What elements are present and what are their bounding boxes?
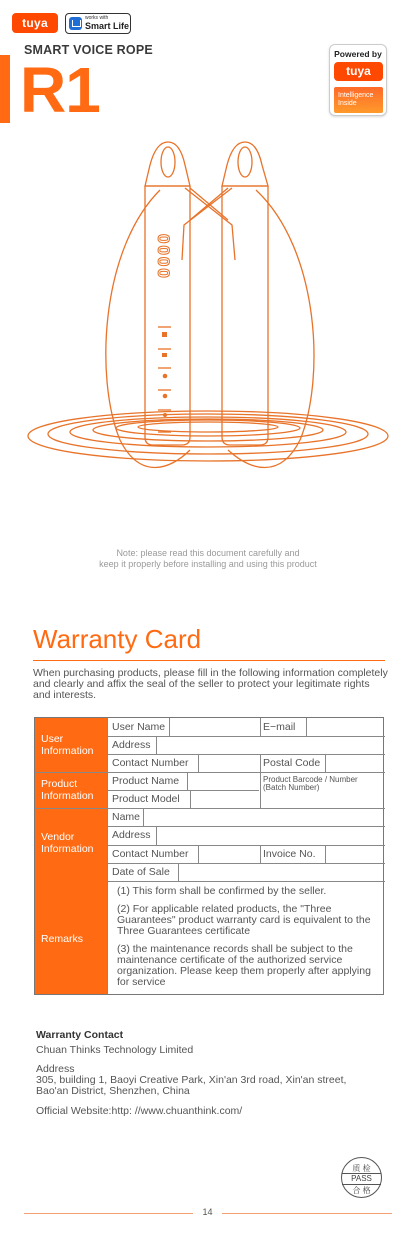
col-divider — [325, 754, 326, 772]
page-number: 14 — [202, 1207, 213, 1217]
col-divider — [156, 736, 157, 754]
warranty-intro: When purchasing products, please fill in the following information completely and clearly and affix the seal of the seller to protect your legitimate rights and interests. — [33, 667, 388, 701]
footer-line-right — [222, 1213, 392, 1214]
model-title: R1 — [20, 54, 100, 126]
section-remarks: Remarks — [41, 933, 84, 945]
col-divider — [260, 754, 261, 772]
stamp-top: 质 检 — [352, 1164, 371, 1173]
row-divider — [107, 863, 385, 864]
label-postal-code: Postal Code — [263, 757, 321, 769]
quality-pass-stamp — [341, 1157, 382, 1198]
label-date-of-sale: Date of Sale — [112, 866, 170, 878]
smart-life-badge — [65, 13, 131, 34]
stamp-pass: PASS — [342, 1173, 381, 1185]
label-product-model: Product Model — [112, 793, 180, 805]
section-vendor — [41, 831, 94, 855]
row-divider — [35, 772, 385, 773]
product-line: SMART VOICE ROPE — [24, 43, 153, 57]
col-divider — [178, 863, 179, 881]
section-vendor-l1: Vendor — [41, 831, 75, 843]
label-user-name: User Name — [112, 721, 166, 733]
powered-by-tuya-badge — [329, 44, 387, 116]
label-vendor-address: Address — [112, 829, 151, 841]
barcode-line-2: (Batch Number) — [263, 783, 320, 792]
accent-bar — [0, 55, 10, 123]
contact-heading: Warranty Contact — [36, 1029, 124, 1041]
note-line-2: keep it properly before installing and using this product — [99, 559, 317, 569]
intelligence-inside-label — [334, 87, 383, 113]
section-product-l2: Information — [41, 790, 94, 802]
works-with-text: works with — [85, 15, 109, 21]
inside-text: Inside — [338, 100, 357, 107]
smart-life-house-icon — [69, 17, 82, 30]
label-vendor-name: Name — [112, 811, 141, 823]
col-divider — [187, 772, 188, 790]
section-column — [35, 718, 107, 994]
row-divider — [35, 808, 385, 809]
col-divider — [325, 845, 326, 863]
row-divider — [107, 826, 385, 827]
col-divider — [143, 808, 144, 826]
warranty-table — [34, 717, 384, 995]
section-product — [41, 778, 94, 802]
barcode-line-1: Product Barcode / Number — [263, 775, 358, 784]
note-line-1: Note: please read this document carefully and — [116, 548, 300, 558]
remark-2: (2) For applicable related products, the "Three Guarantees" product warranty card is equivalent to the Three Guarantees certificate — [117, 903, 371, 937]
contact-company: Chuan Thinks Technology Limited — [36, 1044, 194, 1056]
col-divider — [198, 754, 199, 772]
jump-rope-illustration — [0, 130, 416, 540]
row-divider — [107, 845, 385, 846]
label-contact-number: Contact Number — [112, 757, 189, 769]
label-product-name: Product Name — [112, 775, 180, 787]
section-product-l1: Product — [41, 778, 78, 790]
col-divider — [260, 845, 261, 863]
tuya-logo: tuya — [12, 13, 58, 33]
smart-life-text: Smart Life — [85, 21, 130, 31]
section-user-l2: Information — [41, 745, 94, 757]
col-divider — [156, 826, 157, 845]
row-divider — [107, 790, 259, 791]
contact-website: Official Website:http: //www.chuanthink.com/ — [36, 1105, 243, 1117]
col-divider — [260, 718, 261, 736]
col-divider — [190, 790, 191, 808]
powered-by-text: Powered by — [334, 49, 382, 59]
col-divider — [107, 718, 108, 994]
label-address: Address — [112, 739, 151, 751]
row-divider — [107, 754, 385, 755]
remark-3: (3) the maintenance records shall be subject to the maintenance certificate of the authorized service organization. Please keep them properly after applying for service — [117, 943, 371, 988]
footer-line-left — [24, 1213, 193, 1214]
row-divider — [107, 881, 385, 882]
contact-address-label: Address — [36, 1063, 75, 1075]
warranty-title: Warranty Card — [33, 624, 202, 654]
section-vendor-l2: Information — [41, 843, 94, 855]
tuya-badge-logo: tuya — [334, 62, 383, 81]
remark-1: (1) This form shall be confirmed by the seller. — [117, 885, 327, 897]
display-digits: 0000 — [154, 234, 173, 280]
stamp-bottom: 合 格 — [352, 1186, 371, 1195]
title-divider — [33, 660, 385, 661]
col-divider — [169, 718, 170, 736]
row-divider — [107, 736, 385, 737]
label-vendor-contact: Contact Number — [112, 848, 189, 860]
contact-address-line-1: 305, building 1, Baoyi Creative Park, Xin'an 3rd road, Xin'an street, — [36, 1074, 347, 1086]
col-divider — [198, 845, 199, 863]
label-email: E−mail — [263, 721, 296, 733]
usage-note — [0, 548, 416, 570]
col-divider — [260, 772, 261, 808]
section-user-l1: User — [41, 733, 64, 745]
contact-address-line-2: Bao'an District, Shenzhen, China — [36, 1085, 190, 1097]
label-product-barcode — [263, 776, 358, 792]
col-divider — [306, 718, 307, 736]
intelligence-text: Intelligence — [338, 92, 374, 99]
label-invoice-no: Invoice No. — [263, 848, 316, 860]
section-user — [41, 733, 94, 757]
